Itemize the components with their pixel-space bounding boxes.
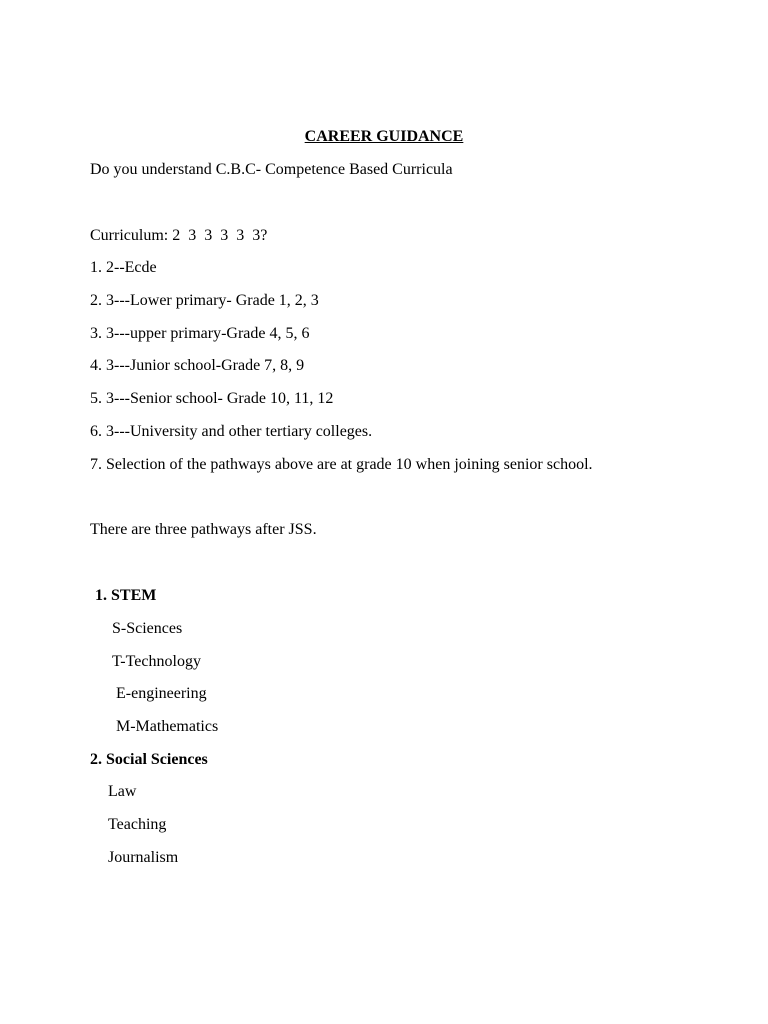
pathway-item: E-engineering [116, 685, 207, 702]
curriculum-item: 4. 3---Junior school-Grade 7, 8, 9 [90, 357, 305, 374]
pathway-heading-social-sciences: 2. Social Sciences [90, 751, 208, 768]
curriculum-item: 1. 2--Ecde [90, 259, 157, 276]
intro-text: Do you understand C.B.C- Competence Based Curricula [90, 161, 453, 178]
pathway-item: Journalism [108, 849, 179, 866]
curriculum-item: 3. 3---upper primary-Grade 4, 5, 6 [90, 325, 310, 342]
pathway-heading-stem: 1. STEM [95, 587, 157, 604]
curriculum-item: 5. 3---Senior school- Grade 10, 11, 12 [90, 390, 334, 407]
curriculum-heading: Curriculum: 2 3 3 3 3 3? [90, 227, 268, 244]
curriculum-item: 7. Selection of the pathways above are at grade 10 when joining senior school. [90, 456, 593, 473]
pathways-intro: There are three pathways after JSS. [90, 521, 317, 538]
pathway-item: Teaching [108, 816, 167, 833]
curriculum-item: 2. 3---Lower primary- Grade 1, 2, 3 [90, 292, 319, 309]
pathway-item: Law [108, 783, 137, 800]
pathway-item: M-Mathematics [116, 718, 219, 735]
pathway-item: T-Technology [112, 653, 201, 670]
curriculum-item: 6. 3---University and other tertiary colleges. [90, 423, 373, 440]
pathway-item: S-Sciences [112, 620, 183, 637]
page-title: CAREER GUIDANCE [304, 128, 464, 145]
